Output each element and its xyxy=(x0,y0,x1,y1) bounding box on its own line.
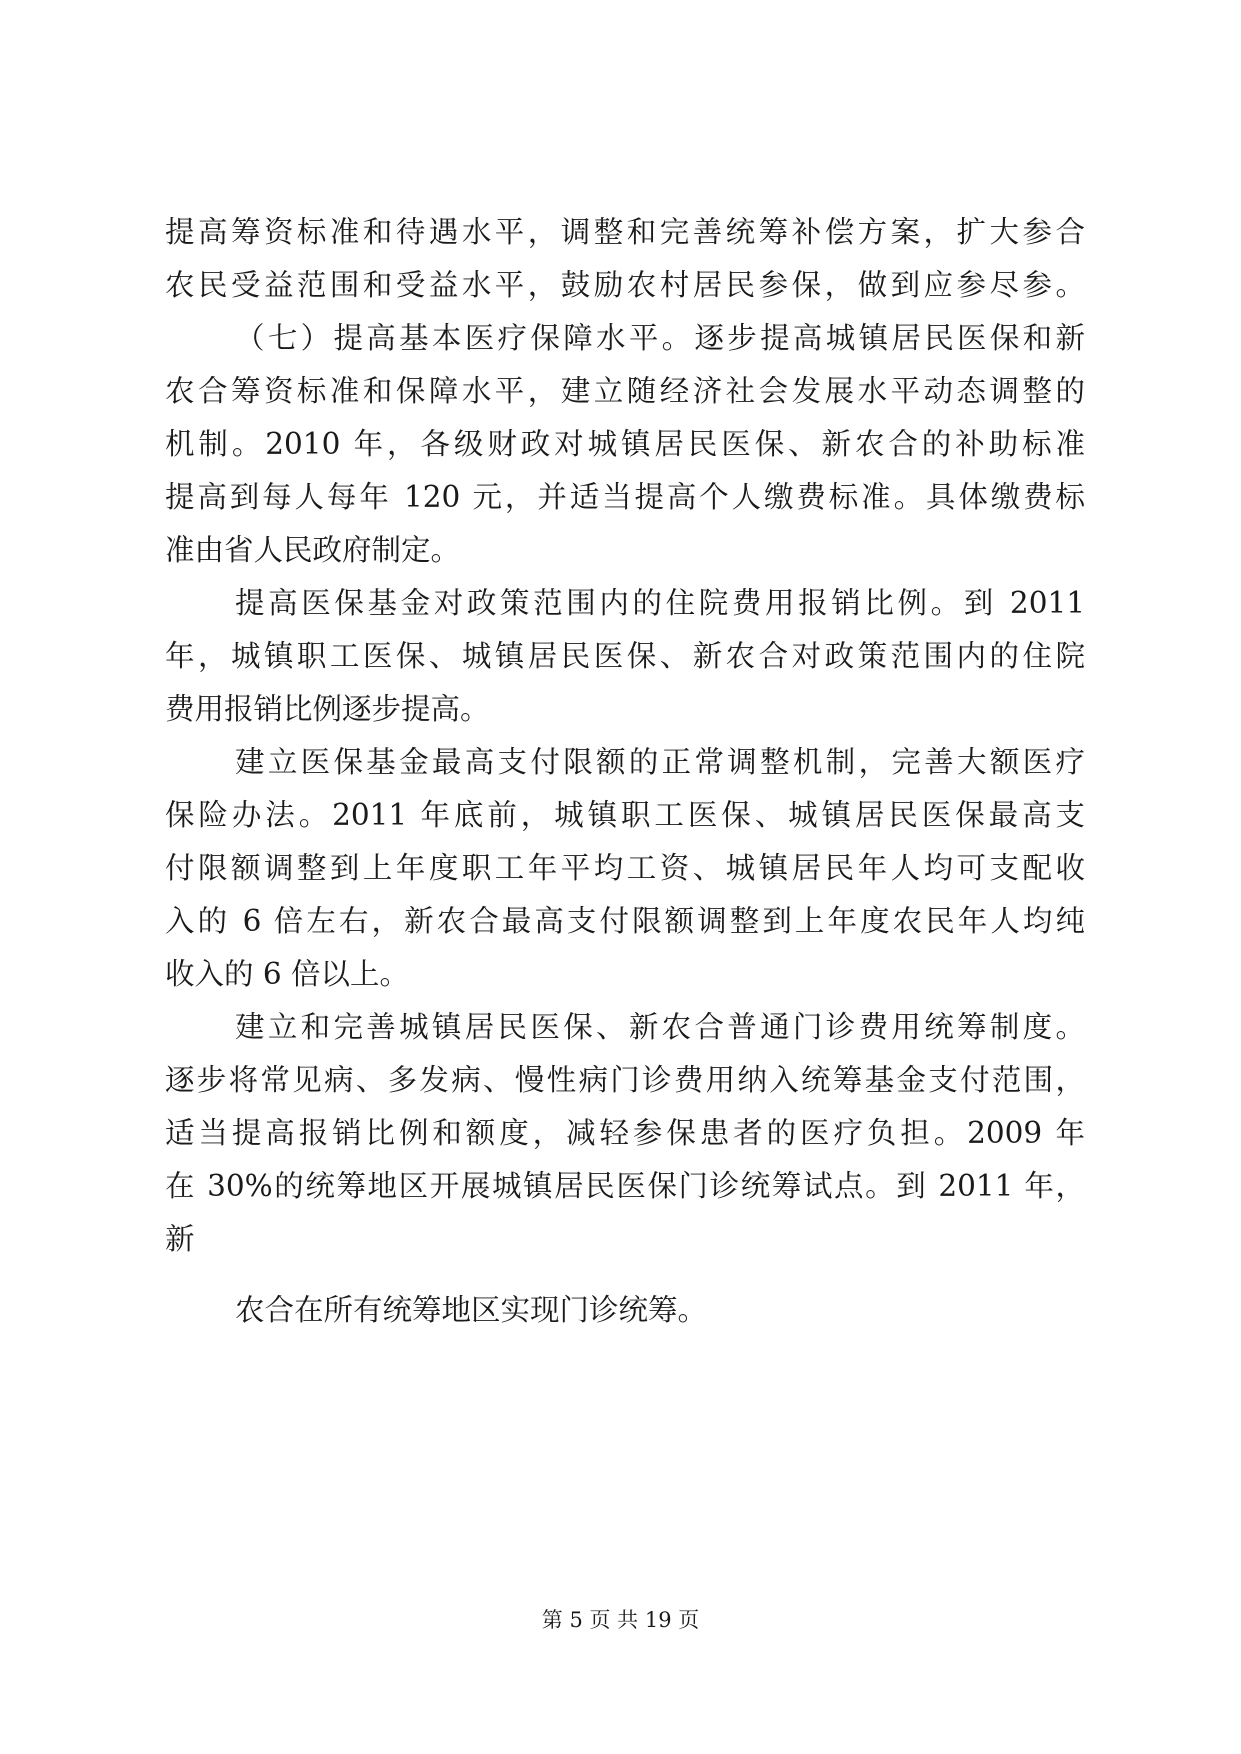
text-line: 提高筹资标准和待遇水平，调整和完善统筹补偿方案，扩大参合 xyxy=(165,215,1085,249)
text-line: 适当提高报销比例和额度，减轻参保患者的医疗负担。2009 年 xyxy=(165,1116,1085,1150)
paragraph-first-line: 建立和完善城镇居民医保、新农合普通门诊费用统筹制度。 xyxy=(235,1010,1085,1044)
page-footer: 第 5 页 共 19 页 xyxy=(541,1608,700,1632)
paragraph-first-line: 农合在所有统筹地区实现门诊统筹。 xyxy=(235,1293,708,1327)
text-line: 逐步将常见病、多发病、慢性病门诊费用纳入统筹基金支付范围， xyxy=(165,1063,1085,1097)
text-line: 收入的 6 倍以上。 xyxy=(165,957,410,991)
paragraph-first-line: 建立医保基金最高支付限额的正常调整机制，完善大额医疗 xyxy=(235,745,1085,779)
text-line: 付限额调整到上年度职工年平均工资、城镇居民年人均可支配收 xyxy=(165,851,1085,885)
text-line: 费用报销比例逐步提高。 xyxy=(165,692,490,726)
text-line: 保险办法。2011 年底前，城镇职工医保、城镇居民医保最高支 xyxy=(165,798,1085,832)
section-heading-line: （七）提高基本医疗保障水平。逐步提高城镇居民医保和新 xyxy=(235,321,1085,355)
text-line: 年，城镇职工医保、城镇居民医保、新农合对政策范围内的住院 xyxy=(165,639,1085,673)
text-line: 入的 6 倍左右，新农合最高支付限额调整到上年度农民年人均纯 xyxy=(165,904,1085,938)
text-line: 在 30%的统筹地区开展城镇居民医保门诊统筹试点。到 2011 年， xyxy=(165,1169,1085,1203)
paragraph-first-line: 提高医保基金对政策范围内的住院费用报销比例。到 2011 xyxy=(235,586,1085,620)
text-line: 新 xyxy=(165,1222,195,1256)
text-line: 提高到每人每年 120 元，并适当提高个人缴费标准。具体缴费标 xyxy=(165,480,1085,514)
text-line: 农合筹资标准和保障水平，建立随经济社会发展水平动态调整的 xyxy=(165,374,1085,408)
text-line: 准由省人民政府制定。 xyxy=(165,533,461,567)
text-line: 农民受益范围和受益水平，鼓励农村居民参保，做到应参尽参。 xyxy=(165,268,1085,302)
text-line: 机制。2010 年，各级财政对城镇居民医保、新农合的补助标准 xyxy=(165,427,1085,461)
